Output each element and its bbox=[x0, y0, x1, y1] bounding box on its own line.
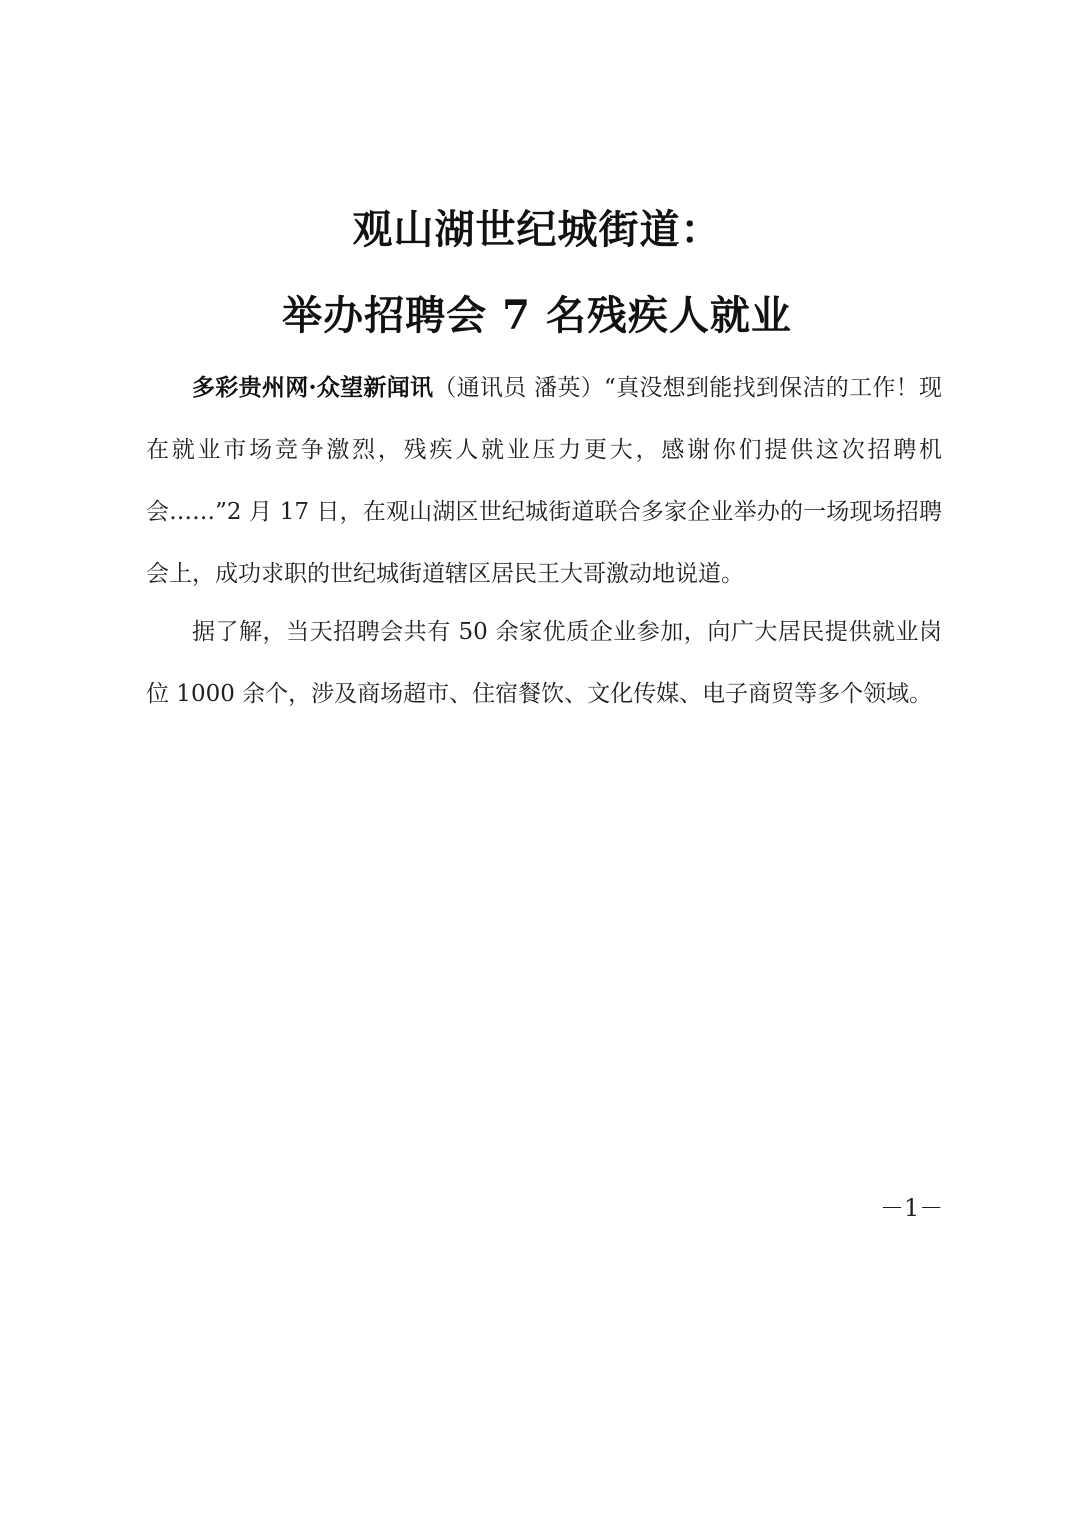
paragraph-1 bbox=[146, 357, 942, 605]
title-line-1: 观山湖世纪城街道： bbox=[352, 206, 722, 253]
page-number: －1－ bbox=[880, 1194, 944, 1222]
paragraph-1-text: （通讯员 潘英）“真没想到能找到保洁的工作！现在就业市场竞争激烈，残疾人就业压力更大，感谢你们提供这次招聘机会……”2 月 17 日，在观山湖区世纪城街道联合多家企业举办的一场现场招聘会上，成功求职的世纪城街道辖区居民王大哥激动地说道。 bbox=[146, 375, 942, 587]
title-line-2: 举办招聘会 7 名残疾人就业 bbox=[282, 292, 792, 339]
paragraph-2-text: 据了解，当天招聘会共有 50 余家优质企业参加，向广大居民提供就业岗位 1000 余个，涉及商场超市、住宿餐饮、文化传媒、电子商贸等多个领域。 bbox=[146, 619, 942, 707]
news-source-lead: 多彩贵州网·众望新闻讯 bbox=[192, 374, 434, 401]
paragraph-2 bbox=[146, 601, 942, 725]
